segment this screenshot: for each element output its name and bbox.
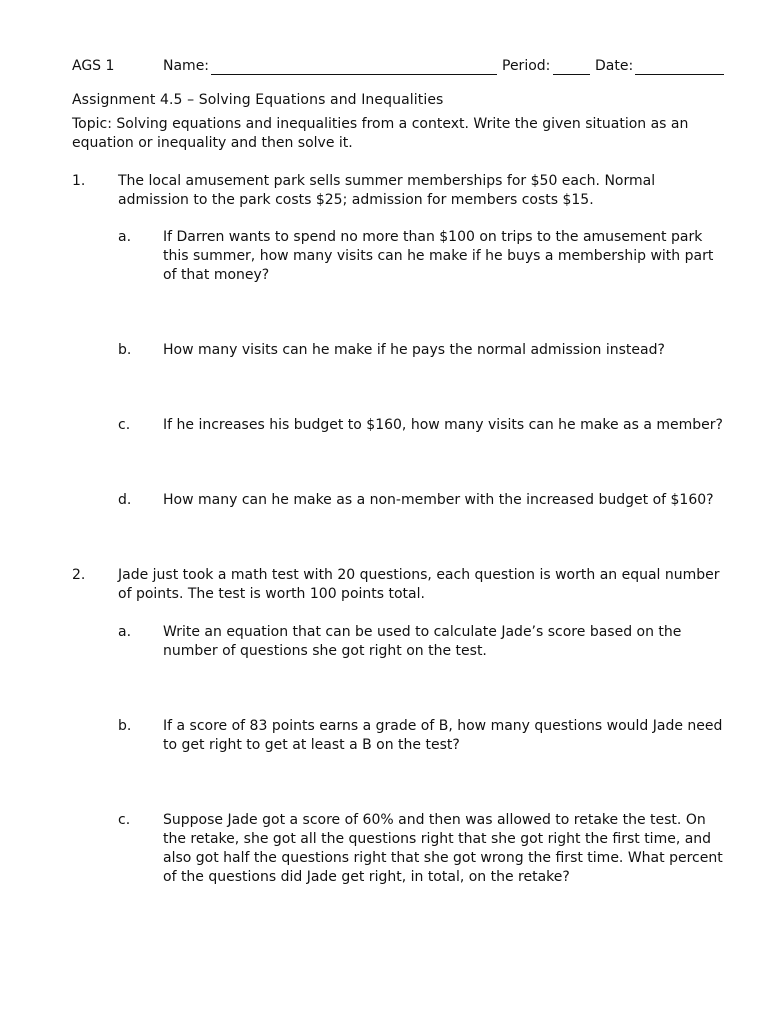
period-label: Period:: [502, 58, 551, 74]
period-blank-line: [553, 74, 590, 75]
question-2b-letter: b.: [118, 718, 132, 734]
topic-instructions: Topic: Solving equations and inequalities from a context. Write the given situation as an equation or inequality and then solve it.: [72, 116, 689, 151]
question-1d-letter: d.: [118, 492, 132, 508]
question-1b-text: How many visits can he make if he pays the normal admission instead?: [163, 342, 665, 358]
question-2b-text: If a score of 83 points earns a grade of B, how many questions would Jade need to get right to get at least a B on the test?: [163, 718, 723, 753]
question-2c-text: Suppose Jade got a score of 60% and then was allowed to retake the test. On the retake, she got all the questions right that she got right the first time, and also got half the questions right that she got wrong the first time. What percent of the questions did Jade get right, in total, on the retake?: [163, 812, 723, 885]
worksheet-header: [72, 57, 724, 77]
question-2-text: Jade just took a math test with 20 questions, each question is worth an equal number of points. The test is worth 100 points total.: [118, 567, 720, 602]
name-label: Name:: [163, 58, 210, 74]
name-blank-line: [211, 74, 497, 75]
date-blank-line: [635, 74, 724, 75]
question-2a-letter: a.: [118, 624, 132, 640]
question-1b-letter: b.: [118, 342, 132, 358]
question-1c-letter: c.: [118, 417, 131, 433]
question-1c-text: If he increases his budget to $160, how many visits can he make as a member?: [163, 417, 723, 433]
question-1-number: 1.: [72, 173, 86, 189]
question-1a-letter: a.: [118, 229, 132, 245]
date-label: Date:: [595, 58, 634, 74]
course-label: AGS 1: [72, 58, 115, 74]
assignment-title: Assignment 4.5 – Solving Equations and Inequalities: [72, 92, 444, 108]
question-2a-text: Write an equation that can be used to calculate Jade’s score based on the number of questions she got right on the test.: [163, 624, 682, 659]
question-1d-text: How many can he make as a non-member with the increased budget of $160?: [163, 492, 714, 508]
question-1-text: The local amusement park sells summer memberships for $50 each. Normal admission to the park costs $25; admission for members costs $15.: [118, 173, 656, 208]
question-2-number: 2.: [72, 567, 86, 583]
question-1a-text: If Darren wants to spend no more than $100 on trips to the amusement park this summer, how many visits can he make if he buys a membership with part of that money?: [163, 229, 714, 283]
question-2c-letter: c.: [118, 812, 131, 828]
